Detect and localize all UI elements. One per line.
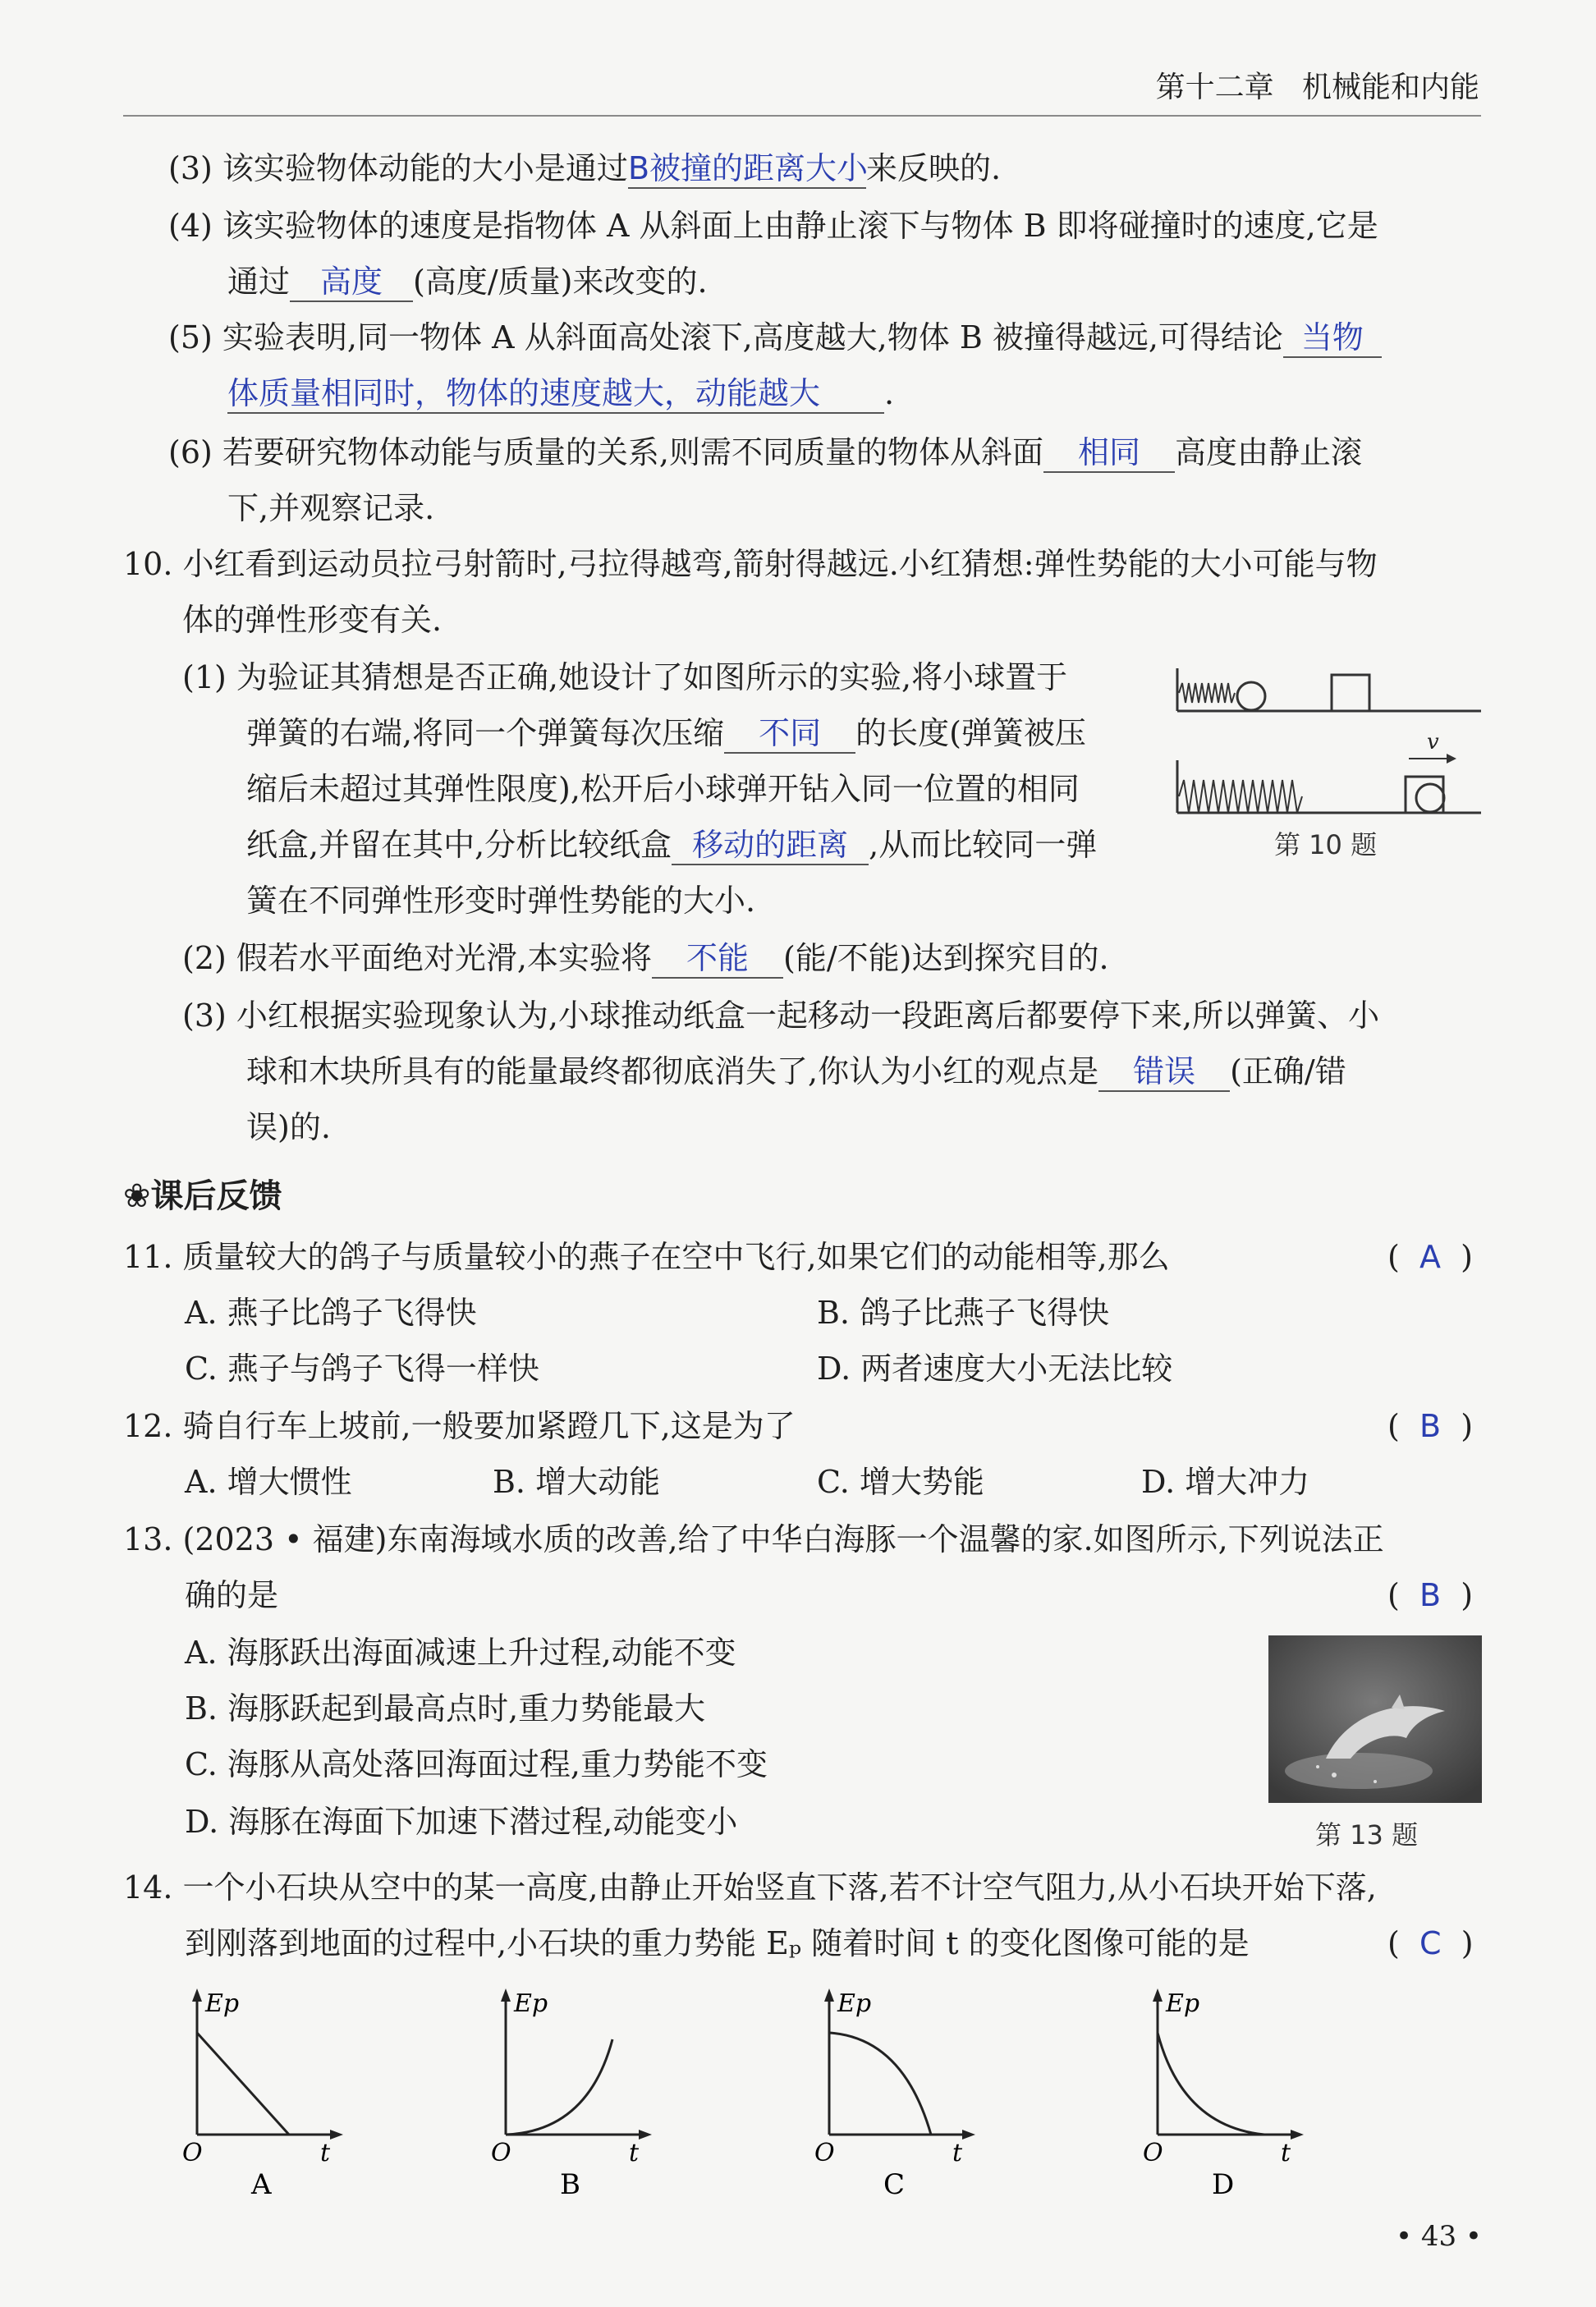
- y-axis-label: Ep: [1166, 1989, 1200, 2018]
- origin-label: O: [182, 2139, 203, 2167]
- q13-figure-caption: 第 13 题: [1315, 1819, 1419, 1851]
- answer-blank: 体质量相同时，物体的速度越大，动能越大: [227, 374, 884, 414]
- x-axis-label: t: [1281, 2139, 1291, 2167]
- velocity-label: v: [1427, 730, 1439, 754]
- q9-part5-line2: 体质量相同时，物体的速度越大，动能越大 .: [227, 374, 894, 414]
- q12-option-a: A. 增大惯性: [185, 1464, 352, 1500]
- q9-part3: (3) 该实验物体动能的大小是通过B被撞的距离大小来反映的.: [168, 149, 1001, 189]
- q11-option-a: A. 燕子比鸽子飞得快: [185, 1295, 477, 1331]
- q13-option-c: C. 海豚从高处落回海面过程,重力势能不变: [185, 1746, 768, 1782]
- q13-stem-line1: 13. (2023 • 福建)东南海域水质的改善,给了中华白海豚一个温馨的家.如图所示,下列说法正: [123, 1521, 1384, 1557]
- x-axis-label: t: [952, 2139, 963, 2167]
- q9-part4-line1: (4) 该实验物体的速度是指物体 A 从斜面上由静止滚下与物体 B 即将碰撞时的速度,它是: [168, 208, 1378, 244]
- q12-option-d: D. 增大冲力: [1141, 1464, 1310, 1500]
- graph-label: C: [883, 2168, 906, 2200]
- origin-label: O: [491, 2139, 511, 2167]
- answer-blank: 高度: [290, 263, 413, 302]
- q10-part1-line4: 纸盒,并留在其中,分析比较纸盒 移动的距离 ,从而比较同一弹: [246, 826, 1097, 865]
- chapter-number: 第十二章: [1155, 71, 1274, 104]
- q10-figure-caption: 第 10 题: [1274, 829, 1378, 860]
- origin-label: O: [1143, 2139, 1163, 2167]
- answer-blank: 当物: [1283, 319, 1382, 358]
- q12-answer: ( B ): [1387, 1408, 1474, 1444]
- header-rule: [123, 115, 1481, 117]
- q10-stem-line2: 体的弹性形变有关.: [182, 602, 443, 638]
- q13-answer: ( B ): [1387, 1577, 1474, 1613]
- q13-option-a: A. 海豚跃出海面减速上升过程,动能不变: [185, 1635, 736, 1671]
- origin-label: O: [814, 2139, 835, 2167]
- graph-a: [181, 1987, 345, 2200]
- q10-part1-line3: 缩后未超过其弹性限度),松开后小球弹开钻入同一位置的相同: [246, 771, 1080, 807]
- q14-stem-line2: 到刚落到地面的过程中,小石块的重力势能 Eₚ 随着时间 t 的变化图像可能的是: [185, 1925, 1250, 1961]
- q13-option-b: B. 海豚跃起到最高点时,重力势能最大: [185, 1690, 706, 1727]
- answer-blank: 不能: [652, 939, 783, 979]
- answer-blank: 移动的距离: [672, 826, 869, 865]
- q9-part4-line2: 通过 高度 (高度/质量)来改变的.: [227, 263, 708, 302]
- q10-figure: [1176, 657, 1488, 821]
- chapter-title: 机械能和内能: [1301, 71, 1479, 104]
- q11-stem: 11. 质量较大的鸽子与质量较小的燕子在空中飞行,如果它们的动能相等,那么: [123, 1239, 1170, 1275]
- q10-part1-line5: 簧在不同弹性形变时弹性势能的大小.: [246, 883, 756, 919]
- y-axis-label: Ep: [514, 1989, 548, 2018]
- q9-part6-line1: (6) 若要研究物体动能与质量的关系,则需不同质量的物体从斜面 相同 高度由静止滚: [168, 433, 1362, 473]
- q12-stem: 12. 骑自行车上坡前,一般要加紧蹬几下,这是为了: [123, 1408, 796, 1444]
- graph-c: [813, 1987, 977, 2200]
- answer-blank: B被撞的距离大小: [628, 149, 866, 189]
- page-number: • 43 •: [1396, 2220, 1482, 2253]
- q14-answer: ( C ): [1387, 1925, 1474, 1961]
- graph-label: B: [560, 2168, 580, 2200]
- graph-label: D: [1212, 2168, 1235, 2200]
- q11-answer: ( A ): [1387, 1239, 1473, 1275]
- q12-option-b: B. 增大动能: [493, 1464, 661, 1500]
- q10-part3-line2: 球和木块所具有的能量最终都彻底消失了,你认为小红的观点是 错误 (正确/错: [246, 1053, 1346, 1092]
- q10-stem-line1: 10. 小红看到运动员拉弓射箭时,弓拉得越弯,箭射得越远.小红猜想:弹性势能的大小可能与物: [123, 546, 1378, 582]
- section-title: ❀课后反馈: [123, 1177, 282, 1215]
- q9-part6-line2: 下,并观察记录.: [227, 490, 435, 526]
- x-axis-label: t: [320, 2139, 331, 2167]
- q11-option-d: D. 两者速度大小无法比较: [817, 1351, 1173, 1387]
- answer-blank: 相同: [1043, 433, 1175, 473]
- q13-stem-line2: 确的是: [185, 1577, 279, 1613]
- y-axis-label: Ep: [837, 1989, 872, 2018]
- answer-blank: 不同: [724, 714, 855, 754]
- q10-part3-line1: (3) 小红根据实验现象认为,小球推动纸盒一起移动一段距离后都要停下来,所以弹簧、小: [182, 998, 1380, 1034]
- tree-icon: ❀: [123, 1177, 151, 1215]
- graph-d: [1141, 1987, 1305, 2200]
- q11-option-b: B. 鸽子比燕子飞得快: [817, 1295, 1110, 1331]
- q10-part2: (2) 假若水平面绝对光滑,本实验将 不能 (能/不能)达到探究目的.: [182, 939, 1109, 979]
- q10-part1-line2: 弹簧的右端,将同一个弹簧每次压缩 不同 的长度(弹簧被压: [246, 714, 1086, 754]
- q11-option-c: C. 燕子与鸽子飞得一样快: [185, 1351, 539, 1387]
- answer-blank: 错误: [1098, 1053, 1230, 1092]
- x-axis-label: t: [629, 2139, 640, 2167]
- q10-part3-line3: 误)的.: [246, 1109, 331, 1145]
- y-axis-label: Ep: [205, 1989, 240, 2018]
- q10-part1-line1: (1) 为验证其猜想是否正确,她设计了如图所示的实验,将小球置于: [182, 659, 1068, 695]
- q9-part5-line1: (5) 实验表明,同一物体 A 从斜面高处滚下,高度越大,物体 B 被撞得越远,可得结论 当物: [168, 319, 1382, 358]
- graph-b: [489, 1987, 654, 2200]
- chapter-header: [1156, 64, 1479, 106]
- q13-option-d: D. 海豚在海面下加速下潜过程,动能变小: [185, 1804, 738, 1840]
- q12-option-c: C. 增大势能: [817, 1464, 984, 1500]
- q14-stem-line1: 14. 一个小石块从空中的某一高度,由静止开始竖直下落,若不计空气阻力,从小石块开始下落,: [123, 1869, 1377, 1906]
- graph-label: A: [251, 2168, 272, 2200]
- dolphin-photo: [1268, 1635, 1482, 1803]
